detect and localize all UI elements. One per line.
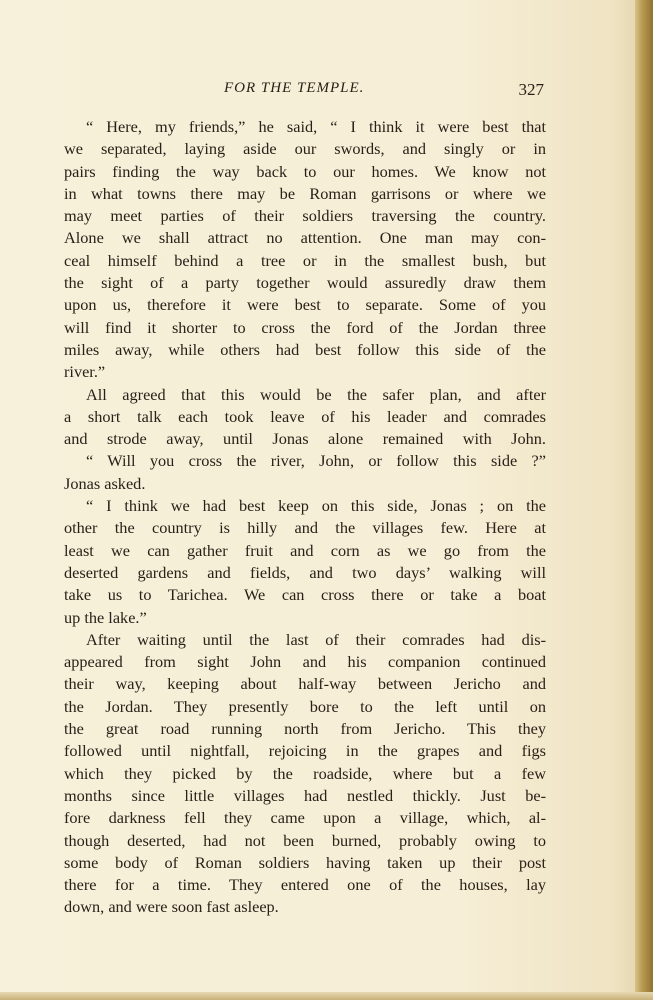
text-line: miles away, while others had best follow this side of the <box>64 339 546 359</box>
page-number: 327 <box>518 80 544 99</box>
text-line: ceal himself behind a tree or in the smallest bush, but <box>64 250 546 270</box>
text-line: “ Will you cross the river, John, or follow this side ?” <box>86 451 546 471</box>
text-line: other the country is hilly and the villages few. Here at <box>64 518 546 538</box>
text-line: appeared from sight John and his companion continued <box>64 652 546 672</box>
text-line: there for a time. They entered one of the houses, lay <box>64 875 546 895</box>
text-line: upon us, therefore it were best to separate. Some of you <box>64 295 546 315</box>
text-line: the great road running north from Jericho. This they <box>64 719 546 739</box>
text-line: will find it shorter to cross the ford of the Jordan three <box>64 317 546 337</box>
text-line: fore darkness fell they came upon a village, which, al- <box>64 808 546 828</box>
text-line: which they picked by the roadside, where but a few <box>64 763 546 783</box>
text-line: months since little villages had nestled thickly. Just be- <box>64 785 546 805</box>
text-line: “ I think we had best keep on this side, Jonas ; on the <box>86 496 546 516</box>
text-line: river.” <box>64 362 106 382</box>
text-line: followed until nightfall, rejoicing in the grapes and figs <box>64 741 546 761</box>
text-line: After waiting until the last of their comrades had dis- <box>86 629 546 649</box>
page-header <box>64 80 544 102</box>
text-line: though deserted, had not been burned, probably owing to <box>64 830 546 850</box>
body-text <box>64 116 546 919</box>
text-line: pairs finding the way back to our homes. We know not <box>64 161 546 181</box>
text-line: their way, keeping about half-way between Jericho and <box>64 674 546 694</box>
text-line: may meet parties of their soldiers traversing the country. <box>64 206 546 226</box>
text-line: up the lake.” <box>64 607 147 627</box>
text-line: “ Here, my friends,” he said, “ I think it were best that <box>86 117 546 136</box>
text-line: in what towns there may be Roman garrisons or where we <box>64 183 546 203</box>
book-spine-edge <box>635 0 653 1000</box>
page-bottom-edge <box>0 992 653 1000</box>
text-line: a short talk each took leave of his leader and comrades <box>64 406 546 426</box>
text-line: the Jordan. They presently bore to the left until on <box>64 696 546 716</box>
text-line: All agreed that this would be the safer plan, and after <box>86 384 546 404</box>
text-line: Jonas asked. <box>64 473 146 493</box>
text-line: some body of Roman soldiers having taken up their post <box>64 852 546 872</box>
text-line: Alone we shall attract no attention. One man may con- <box>64 228 546 248</box>
text-line: take us to Tarichea. We can cross there or take a boat <box>64 585 546 605</box>
text-line: deserted gardens and fields, and two days’ walking will <box>64 562 546 582</box>
running-title: FOR THE TEMPLE. <box>224 80 365 96</box>
text-line: least we can gather fruit and corn as we go from the <box>64 540 546 560</box>
text-line: and strode away, until Jonas alone remained with John. <box>64 429 546 449</box>
text-line: down, and were soon fast asleep. <box>64 897 279 917</box>
text-line: we separated, laying aside our swords, and singly or in <box>64 139 546 159</box>
text-line: the sight of a party together would assuredly draw them <box>64 273 546 293</box>
